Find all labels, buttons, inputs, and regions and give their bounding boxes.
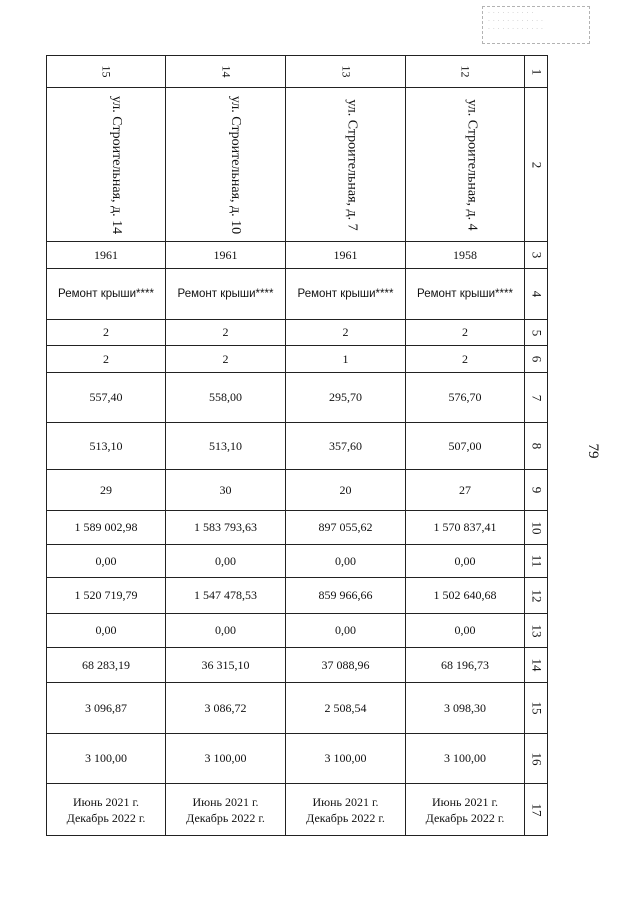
value-cell: 1 547 478,53 (166, 578, 286, 614)
value-cell: 0,00 (47, 545, 166, 578)
column-number-cell: 5 (525, 320, 548, 346)
column-number-cell: 1 (525, 56, 548, 88)
table-row (47, 88, 548, 242)
stamp-line: · · · · · · · · · · (488, 10, 534, 17)
column-number-cell: 15 (525, 683, 548, 734)
value-cell: 1 (286, 346, 406, 373)
value-cell: 27 (406, 470, 525, 511)
column-number-cell: 4 (525, 269, 548, 320)
value-cell: 0,00 (406, 545, 525, 578)
page-number: 79 (585, 443, 601, 459)
value-cell: 1 583 793,63 (166, 511, 286, 545)
column-number-cell: 16 (525, 734, 548, 784)
table-row (47, 614, 548, 648)
value-cell: 3 098,30 (406, 683, 525, 734)
table-row (47, 578, 548, 614)
value-cell: 513,10 (47, 423, 166, 470)
column-number-cell: 7 (525, 373, 548, 423)
column-number-cell: 14 (525, 648, 548, 683)
value-cell: 576,70 (406, 373, 525, 423)
address-cell: ул. Строительная, д. 10 (166, 88, 286, 242)
value-cell: 1 589 002,98 (47, 511, 166, 545)
table-row (47, 511, 548, 545)
value-cell: 3 096,87 (47, 683, 166, 734)
table-row (47, 648, 548, 683)
value-cell: 37 088,96 (286, 648, 406, 683)
value-cell: 2 (406, 320, 525, 346)
work-type-cell: Ремонт крыши**** (406, 269, 525, 320)
address-cell: ул. Строительная, д. 4 (406, 88, 525, 242)
value-cell: 0,00 (166, 614, 286, 648)
value-cell: 2 (47, 346, 166, 373)
table-row (47, 545, 548, 578)
table-row (47, 373, 548, 423)
official-stamp (482, 6, 590, 44)
period-cell: Июнь 2021 г. Декабрь 2022 г. (47, 784, 166, 836)
column-number-cell: 17 (525, 784, 548, 836)
value-cell: 36 315,10 (166, 648, 286, 683)
value-cell: 295,70 (286, 373, 406, 423)
period-cell: Июнь 2021 г. Декабрь 2022 г. (286, 784, 406, 836)
table-row (47, 320, 548, 346)
value-cell: 859 966,66 (286, 578, 406, 614)
value-cell: 897 055,62 (286, 511, 406, 545)
value-cell: 1 520 719,79 (47, 578, 166, 614)
value-cell: 20 (286, 470, 406, 511)
value-cell: 3 086,72 (166, 683, 286, 734)
value-cell: 0,00 (286, 614, 406, 648)
value-cell: 0,00 (166, 545, 286, 578)
repair-schedule-table (46, 55, 548, 836)
work-type-cell: Ремонт крыши**** (286, 269, 406, 320)
work-type-cell: Ремонт крыши**** (166, 269, 286, 320)
column-number-cell: 13 (525, 614, 548, 648)
value-cell: 29 (47, 470, 166, 511)
address-cell: ул. Строительная, д. 14 (47, 88, 166, 242)
year-cell: 1958 (406, 242, 525, 269)
table-row (47, 784, 548, 836)
column-number-cell: 2 (525, 88, 548, 242)
value-cell: 2 (166, 346, 286, 373)
period-cell: Июнь 2021 г. Декабрь 2022 г. (406, 784, 525, 836)
year-cell: 1961 (166, 242, 286, 269)
value-cell: 0,00 (47, 614, 166, 648)
value-cell: 68 196,73 (406, 648, 525, 683)
value-cell: 3 100,00 (286, 734, 406, 784)
year-cell: 1961 (47, 242, 166, 269)
value-cell: 3 100,00 (406, 734, 525, 784)
value-cell: 1 502 640,68 (406, 578, 525, 614)
stamp-line: · · · · · · · · · · · · (488, 26, 544, 33)
table-row (47, 683, 548, 734)
table-row (47, 734, 548, 784)
table-row (47, 423, 548, 470)
value-cell: 2 (286, 320, 406, 346)
row-number-cell: 14 (166, 56, 286, 88)
column-number-cell: 11 (525, 545, 548, 578)
value-cell: 557,40 (47, 373, 166, 423)
stamp-line: · · · · · · · · · · · · (488, 18, 544, 25)
column-number-cell: 8 (525, 423, 548, 470)
value-cell: 2 (166, 320, 286, 346)
value-cell: 2 (406, 346, 525, 373)
value-cell: 0,00 (286, 545, 406, 578)
table-row (47, 242, 548, 269)
value-cell: 68 283,19 (47, 648, 166, 683)
column-number-cell: 12 (525, 578, 548, 614)
address-cell: ул. Строительная, д. 7 (286, 88, 406, 242)
row-number-cell: 15 (47, 56, 166, 88)
value-cell: 1 570 837,41 (406, 511, 525, 545)
table-row (47, 346, 548, 373)
value-cell: 2 (47, 320, 166, 346)
column-number-cell: 9 (525, 470, 548, 511)
table-row (47, 56, 548, 88)
row-number-cell: 12 (406, 56, 525, 88)
row-number-cell: 13 (286, 56, 406, 88)
value-cell: 3 100,00 (166, 734, 286, 784)
year-cell: 1961 (286, 242, 406, 269)
column-number-cell: 10 (525, 511, 548, 545)
column-number-cell: 6 (525, 346, 548, 373)
table-row (47, 269, 548, 320)
value-cell: 558,00 (166, 373, 286, 423)
value-cell: 30 (166, 470, 286, 511)
value-cell: 3 100,00 (47, 734, 166, 784)
period-cell: Июнь 2021 г. Декабрь 2022 г. (166, 784, 286, 836)
column-number-cell: 3 (525, 242, 548, 269)
value-cell: 2 508,54 (286, 683, 406, 734)
value-cell: 513,10 (166, 423, 286, 470)
work-type-cell: Ремонт крыши**** (47, 269, 166, 320)
value-cell: 357,60 (286, 423, 406, 470)
table-row (47, 470, 548, 511)
value-cell: 507,00 (406, 423, 525, 470)
value-cell: 0,00 (406, 614, 525, 648)
